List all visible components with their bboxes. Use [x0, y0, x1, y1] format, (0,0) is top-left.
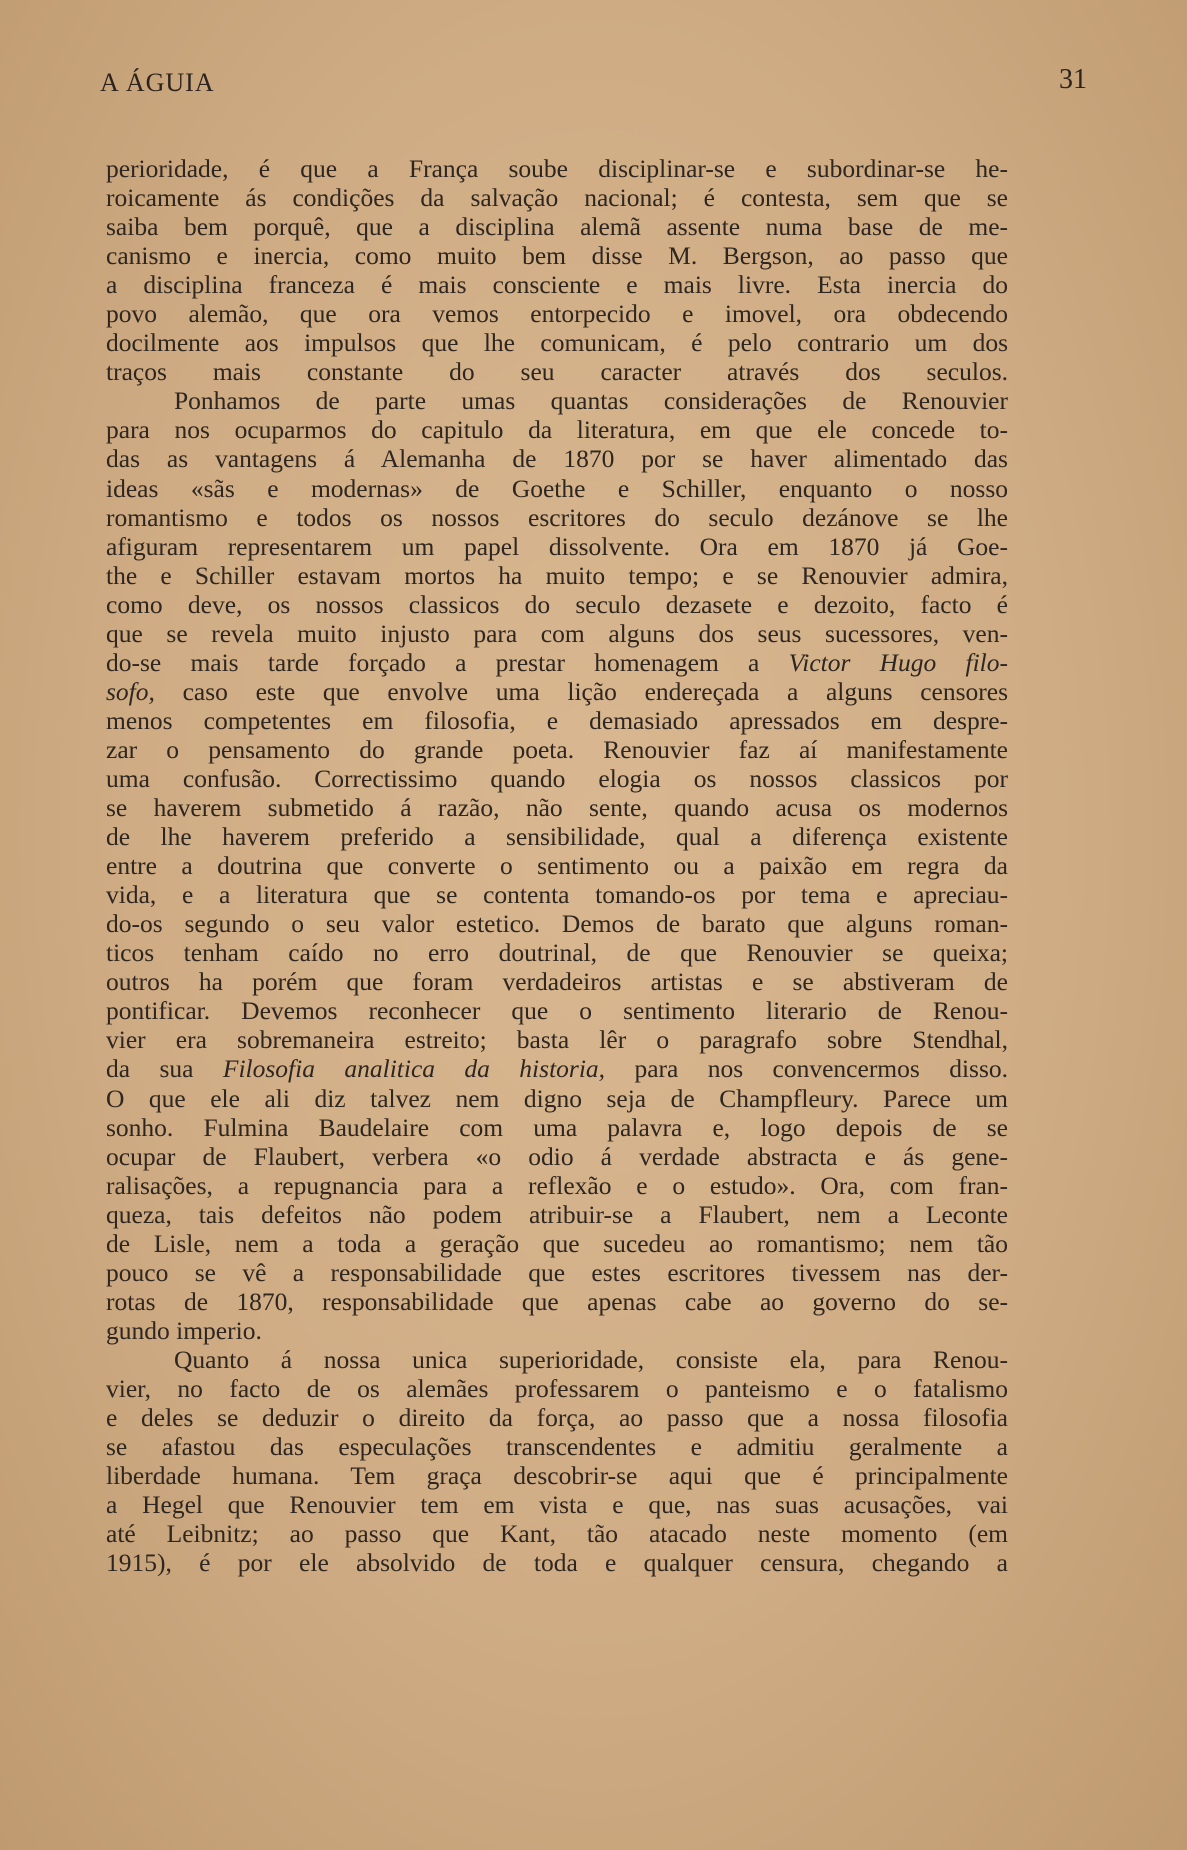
text-line — [106, 1432, 1008, 1461]
text-line — [106, 1113, 1008, 1142]
running-title: A ÁGUIA — [100, 68, 215, 97]
text-line — [106, 1316, 1008, 1345]
text-line — [106, 212, 1008, 241]
body-text — [106, 154, 1008, 1577]
line-text: a disciplina franceza é mais consciente e mais livre. Esta inercia do — [106, 270, 1008, 300]
italic-text: Filosofia analitica da historia, — [222, 1054, 606, 1084]
text-line — [106, 270, 1008, 299]
text-line — [106, 1171, 1008, 1200]
text-line — [106, 299, 1008, 328]
line-text: rotas de 1870, responsabilidade que apenas cabe ao governo do se- — [106, 1286, 1008, 1316]
text-line — [106, 1084, 1008, 1113]
line-text: ideas «sãs e modernas» de Goethe e Schiller, enquanto o nosso — [106, 473, 1008, 503]
line-text: O que ele ali diz talvez nem digno seja de Champfleury. Parece um — [106, 1083, 1008, 1113]
text-line — [106, 619, 1008, 648]
text-line — [106, 444, 1008, 473]
line-text: se afastou das especulações transcendentes e admitiu geralmente a — [106, 1432, 1008, 1462]
line-text: docilmente aos impulsos que lhe comunicam, é pelo contrario um dos — [106, 328, 1008, 358]
text-line — [106, 357, 1008, 386]
line-text: do-os segundo o seu valor estetico. Demos de barato que alguns roman- — [106, 909, 1008, 939]
line-text: ticos tenham caído no erro doutrinal, de que Renouvier se queixa; — [106, 938, 1008, 968]
text-line — [106, 1142, 1008, 1171]
text-line — [106, 1548, 1008, 1577]
italic-text: sofo, — [106, 676, 155, 706]
line-text: pontificar. Devemos reconhecer que o sentimento literario de Renou- — [106, 996, 1008, 1026]
text-line — [106, 851, 1008, 880]
text-line — [106, 764, 1008, 793]
text-line — [106, 1258, 1008, 1287]
text-line — [106, 735, 1008, 764]
text-line — [106, 880, 1008, 909]
text-line — [106, 677, 1008, 706]
line-text: outros ha porém que foram verdadeiros artistas e se abstiveram de — [106, 967, 1008, 997]
line-text: romantismo e todos os nossos escritores do seculo dezánove se lhe — [106, 502, 1008, 532]
text-line — [106, 1461, 1008, 1490]
text-line — [106, 1054, 1008, 1083]
text-line — [106, 967, 1008, 996]
line-text: perioridade, é que a França soube disciplinar-se e subordinar-se he- — [106, 154, 1008, 183]
text-line — [106, 706, 1008, 735]
text-line — [106, 532, 1008, 561]
line-text: como deve, os nossos classicos do seculo dezasete e dezoito, facto é — [106, 589, 1008, 619]
line-text: para nos ocuparmos do capitulo da literatura, em que ele concede to- — [106, 415, 1008, 445]
text-line — [106, 648, 1008, 677]
line-text: the e Schiller estavam mortos ha muito tempo; e se Renouvier admira, — [106, 560, 1008, 590]
line-text: até Leibnitz; ao passo que Kant, tão atacado neste momento (em — [106, 1519, 1008, 1549]
page-number: 31 — [1059, 64, 1087, 95]
line-text: saiba bem porquê, que a disciplina alemã assente numa base de me- — [106, 212, 1008, 242]
text-line — [106, 1490, 1008, 1519]
line-text: ocupar de Flaubert, verbera «o odio á verdade abstracta e ás gene- — [106, 1141, 1008, 1171]
line-text: pouco se vê a responsabilidade que estes escritores tivessem nas der- — [106, 1257, 1008, 1287]
page-header — [100, 64, 1087, 108]
text-line — [106, 183, 1008, 212]
line-text: entre a doutrina que converte o sentimento ou a paixão em regra da — [106, 851, 1008, 881]
text-line — [106, 1519, 1008, 1548]
text-line — [106, 793, 1008, 822]
line-text: Quanto á nossa unica superioridade, consiste ela, para Renou- — [174, 1344, 1008, 1374]
line-text: das as vantagens á Alemanha de 1870 por se haver alimentado das — [106, 444, 1008, 474]
line-text: roicamente ás condições da salvação nacional; é contesta, sem que se — [106, 183, 1008, 213]
line-text: de Lisle, nem a toda a geração que sucedeu ao romantismo; nem tão — [106, 1228, 1008, 1258]
line-text: gundo imperio. — [106, 1315, 262, 1345]
line-text: vida, e a literatura que se contenta tomando-os por tema e apreciau- — [106, 880, 1008, 910]
text-line — [106, 154, 1008, 183]
line-text: caso este que envolve uma lição endereçada a alguns censores — [182, 676, 1008, 706]
line-text: e deles se deduzir o direito da força, ao passo que a nossa filosofia — [106, 1403, 1008, 1433]
text-line — [106, 328, 1008, 357]
line-text: da sua — [106, 1054, 194, 1084]
line-text: queza, tais defeitos não podem atribuir-se a Flaubert, nem a Leconte — [106, 1199, 1008, 1229]
text-line — [106, 590, 1008, 619]
line-text: afiguram representarem um papel dissolvente. Ora em 1870 já Goe- — [106, 531, 1008, 561]
text-line — [106, 822, 1008, 851]
text-line — [106, 386, 1008, 415]
text-line — [106, 909, 1008, 938]
line-text: sonho. Fulmina Baudelaire com uma palavra e, logo depois de se — [106, 1112, 1008, 1142]
text-line — [106, 1287, 1008, 1316]
line-text: menos competentes em filosofia, e demasiado apressados em despre- — [106, 705, 1008, 735]
line-text: ralisações, a repugnancia para a reflexão e o estudo». Ora, com fran- — [106, 1170, 1008, 1200]
text-line — [106, 241, 1008, 270]
text-line — [106, 1345, 1008, 1374]
line-text: do-se mais tarde forçado a prestar homenagem a — [106, 647, 760, 677]
text-line — [106, 938, 1008, 967]
text-line — [106, 561, 1008, 590]
text-line — [106, 503, 1008, 532]
line-text: 1915), é por ele absolvido de toda e qualquer censura, chegando a — [106, 1548, 1008, 1578]
line-text: Ponhamos de parte umas quantas considerações de Renouvier — [174, 386, 1008, 416]
italic-text: Victor Hugo filo- — [788, 647, 1008, 677]
line-text: se haverem submetido á razão, não sente, quando acusa os modernos — [106, 793, 1008, 823]
line-text: que se revela muito injusto para com alguns dos seus sucessores, ven- — [106, 618, 1008, 648]
text-line — [106, 996, 1008, 1025]
line-text: traços mais constante do seu caracter através dos seculos. — [106, 357, 1008, 387]
text-line — [106, 1025, 1008, 1054]
line-text: de lhe haverem preferido a sensibilidade, qual a diferença existente — [106, 822, 1008, 852]
text-line — [106, 415, 1008, 444]
text-line — [106, 1374, 1008, 1403]
line-text: zar o pensamento do grande poeta. Renouvier faz aí manifestamente — [106, 734, 1008, 764]
line-text: para nos convencermos disso. — [634, 1054, 1008, 1084]
line-text: vier era sobremaneira estreito; basta lêr o paragrafo sobre Stendhal, — [106, 1025, 1008, 1055]
line-text: canismo e inercia, como muito bem disse M. Bergson, ao passo que — [106, 241, 1008, 271]
line-text: a Hegel que Renouvier tem em vista e que, nas suas acusações, vai — [106, 1490, 1008, 1520]
text-line — [106, 1403, 1008, 1432]
line-text: uma confusão. Correctissimo quando elogia os nossos classicos por — [106, 763, 1008, 793]
text-line — [106, 1200, 1008, 1229]
line-text: povo alemão, que ora vemos entorpecido e imovel, ora obdecendo — [106, 299, 1008, 329]
line-text: vier, no facto de os alemães professarem o panteismo e o fatalismo — [106, 1373, 1008, 1403]
text-line — [106, 474, 1008, 503]
line-text: liberdade humana. Tem graça descobrir-se aqui que é principalmente — [106, 1461, 1008, 1491]
text-line — [106, 1229, 1008, 1258]
